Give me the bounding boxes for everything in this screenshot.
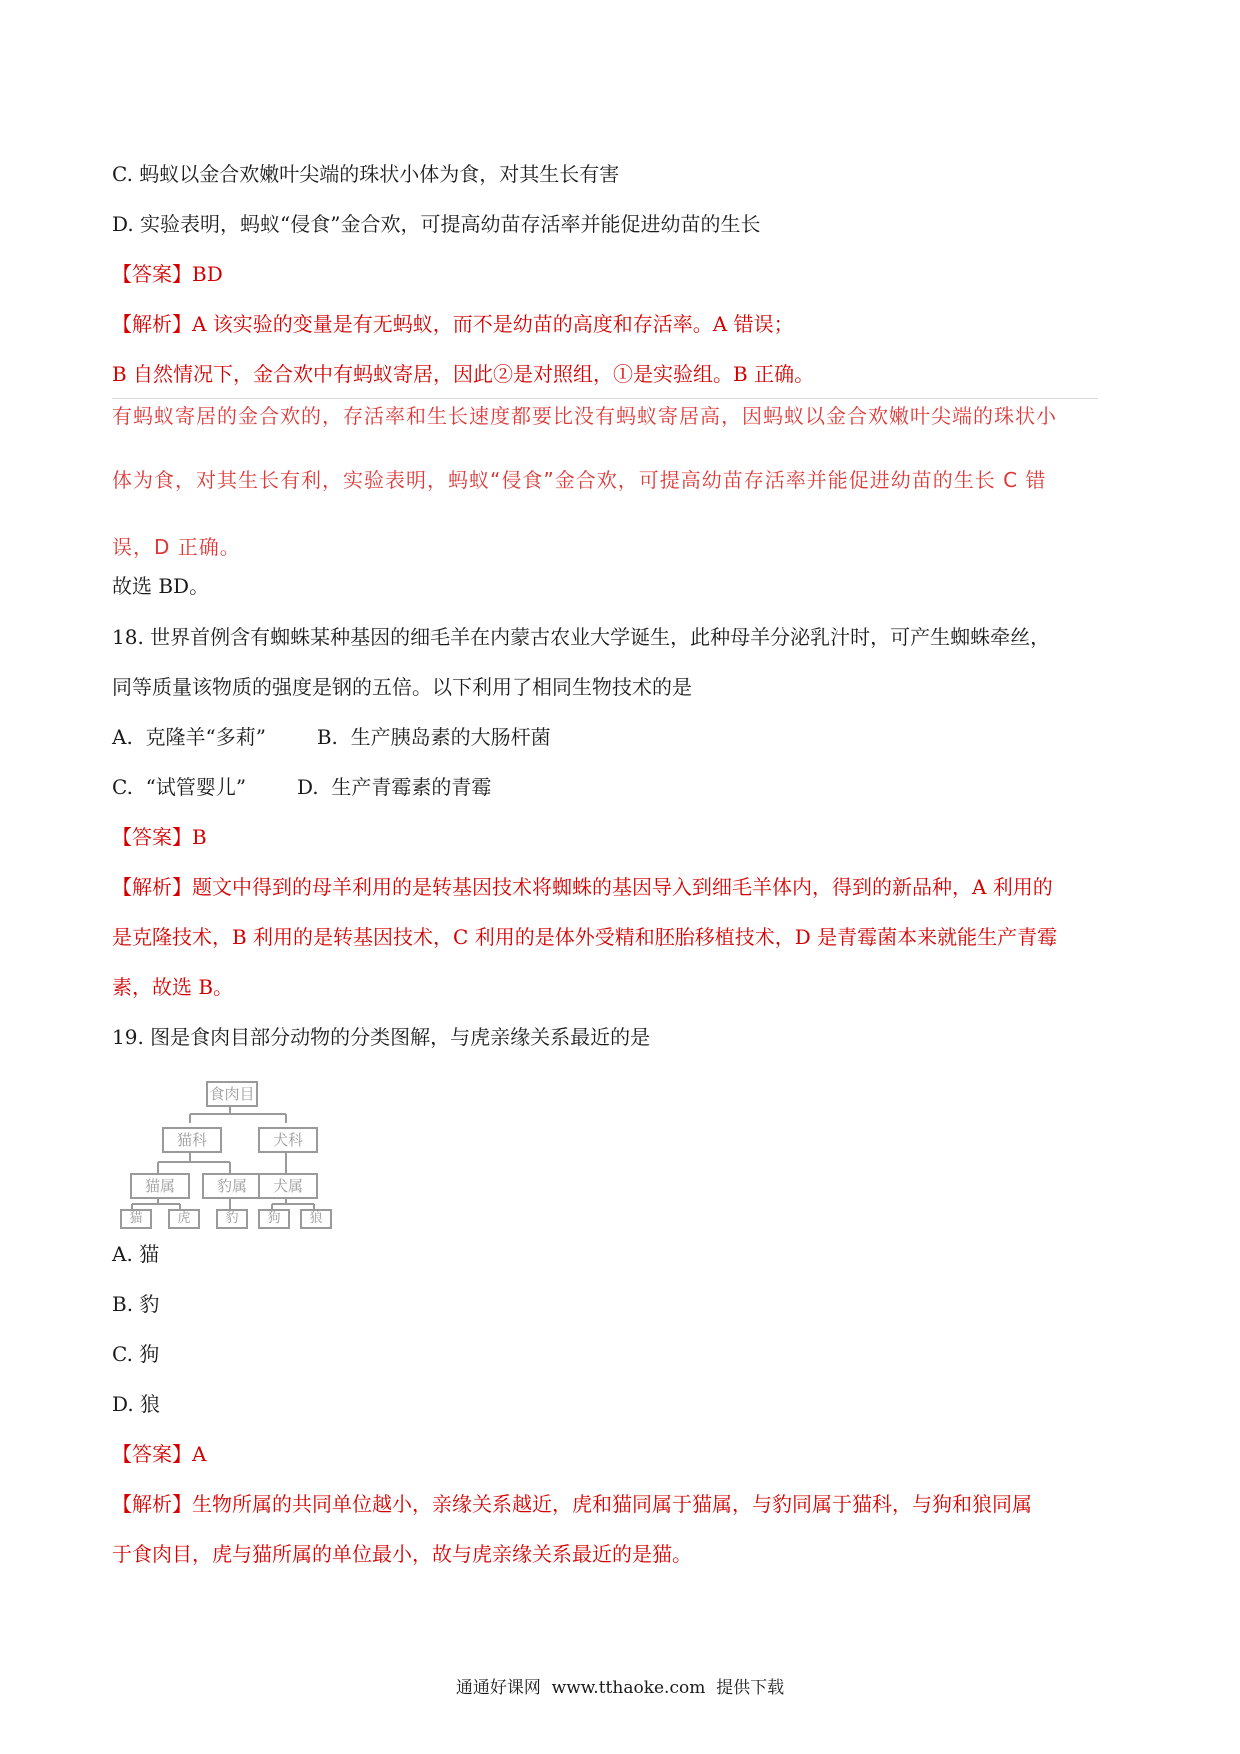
diagram-species-cat: 猫 (120, 1209, 152, 1229)
q19-answer (112, 1440, 206, 1468)
q19-analysis-line1 (112, 1490, 1032, 1518)
q18-options-line2: C. “试管婴儿” D. 生产青霉素的青霉 (112, 775, 492, 799)
q17-analysis-line1 (112, 310, 794, 338)
answer-value: A (192, 1442, 207, 1466)
classification-diagram (118, 1078, 378, 1226)
q18-stem-line1: 18. 世界首例含有蜘蛛某种基因的细毛羊在内蒙古农业大学诞生，此种母羊分泌乳汁时，可产生蜘蛛牵丝， (112, 625, 1051, 649)
q18-stem-line2: 同等质量该物质的强度是钢的五倍。以下利用了相同生物技术的是 (112, 675, 692, 699)
diagram-species-dog: 狗 (258, 1209, 290, 1229)
answer-value: B (192, 825, 207, 849)
q17-conclusion: 故选 BD。 (112, 574, 210, 598)
q19-option-c: C. 狗 (112, 1342, 160, 1366)
diagram-genus-cat: 猫属 (130, 1173, 190, 1199)
answer-label: 【答案】 (112, 825, 192, 849)
diagram-family-cat: 猫科 (162, 1127, 222, 1153)
analysis-text: A 该实验的变量是有无蚂蚁，而不是幼苗的高度和存活率。A 错误； (192, 312, 794, 336)
page-footer: 通通好课网 www.tthaoke.com 提供下载 (455, 1678, 785, 1698)
diagram-species-tiger: 虎 (168, 1209, 200, 1229)
q18-analysis-line1 (112, 873, 1053, 901)
q19-stem: 19. 图是食肉目部分动物的分类图解，与虎亲缘关系最近的是 (112, 1025, 651, 1049)
q19-option-d: D. 狼 (112, 1392, 161, 1416)
answer-value: BD (192, 262, 223, 286)
q17-option-d: D. 实验表明，蚂蚁“侵食”金合欢，可提高幼苗存活率并能促进幼苗的生长 (112, 212, 761, 236)
diagram-species-leopard: 豹 (216, 1209, 248, 1229)
answer-label: 【答案】 (112, 1442, 192, 1466)
analysis-label: 【解析】 (112, 312, 192, 336)
diagram-genus-dog: 犬属 (258, 1173, 318, 1199)
analysis-label: 【解析】 (112, 1492, 192, 1516)
q17-analysis-line4: 体为食，对其生长有利，实验表明，蚂蚁“侵食”金合欢，可提高幼苗存活率并能促进幼苗的生长 C 错 (112, 468, 1047, 492)
q19-option-b: B. 豹 (112, 1292, 160, 1316)
q17-analysis-line5: 误，D 正确。 (112, 535, 241, 559)
q17-analysis-line3: 有蚂蚁寄居的金合欢的，存活率和生长速度都要比没有蚂蚁寄居高，因蚂蚁以金合欢嫩叶尖端的珠状小 (112, 404, 1057, 428)
analysis-text: 题文中得到的母羊利用的是转基因技术将蜘蛛的基因导入到细毛羊体内，得到的新品种，A 利用的 (192, 875, 1053, 899)
q19-analysis-line2: 于食肉目，虎与猫所属的单位最小，故与虎亲缘关系最近的是猫。 (112, 1542, 692, 1566)
diagram-order-node: 食肉目 (206, 1081, 258, 1107)
analysis-label: 【解析】 (112, 875, 192, 899)
analysis-text: 生物所属的共同单位越小，亲缘关系越近，虎和猫同属于猫属，与豹同属于猫科，与狗和狼同属 (192, 1492, 1032, 1516)
diagram-family-dog: 犬科 (258, 1127, 318, 1153)
divider (112, 398, 1098, 399)
q18-analysis-line3: 素，故选 B。 (112, 975, 234, 999)
q18-analysis-line2: 是克隆技术，B 利用的是转基因技术，C 利用的是体外受精和胚胎移植技术，D 是青霉菌本来就能生产青霉 (112, 925, 1058, 949)
q17-option-c: C. 蚂蚁以金合欢嫩叶尖端的珠状小体为食，对其生长有害 (112, 162, 620, 186)
q17-analysis-line2: B 自然情况下，金合欢中有蚂蚁寄居，因此②是对照组，①是实验组。B 正确。 (112, 362, 815, 386)
answer-label: 【答案】 (112, 262, 192, 286)
diagram-species-wolf: 狼 (300, 1209, 332, 1229)
q18-options-line1: A. 克隆羊“多莉” B. 生产胰岛素的大肠杆菌 (112, 725, 551, 749)
q17-answer (112, 260, 223, 288)
diagram-genus-leopard: 豹属 (202, 1173, 262, 1199)
q18-answer (112, 823, 207, 851)
q19-option-a: A. 猫 (112, 1242, 160, 1266)
